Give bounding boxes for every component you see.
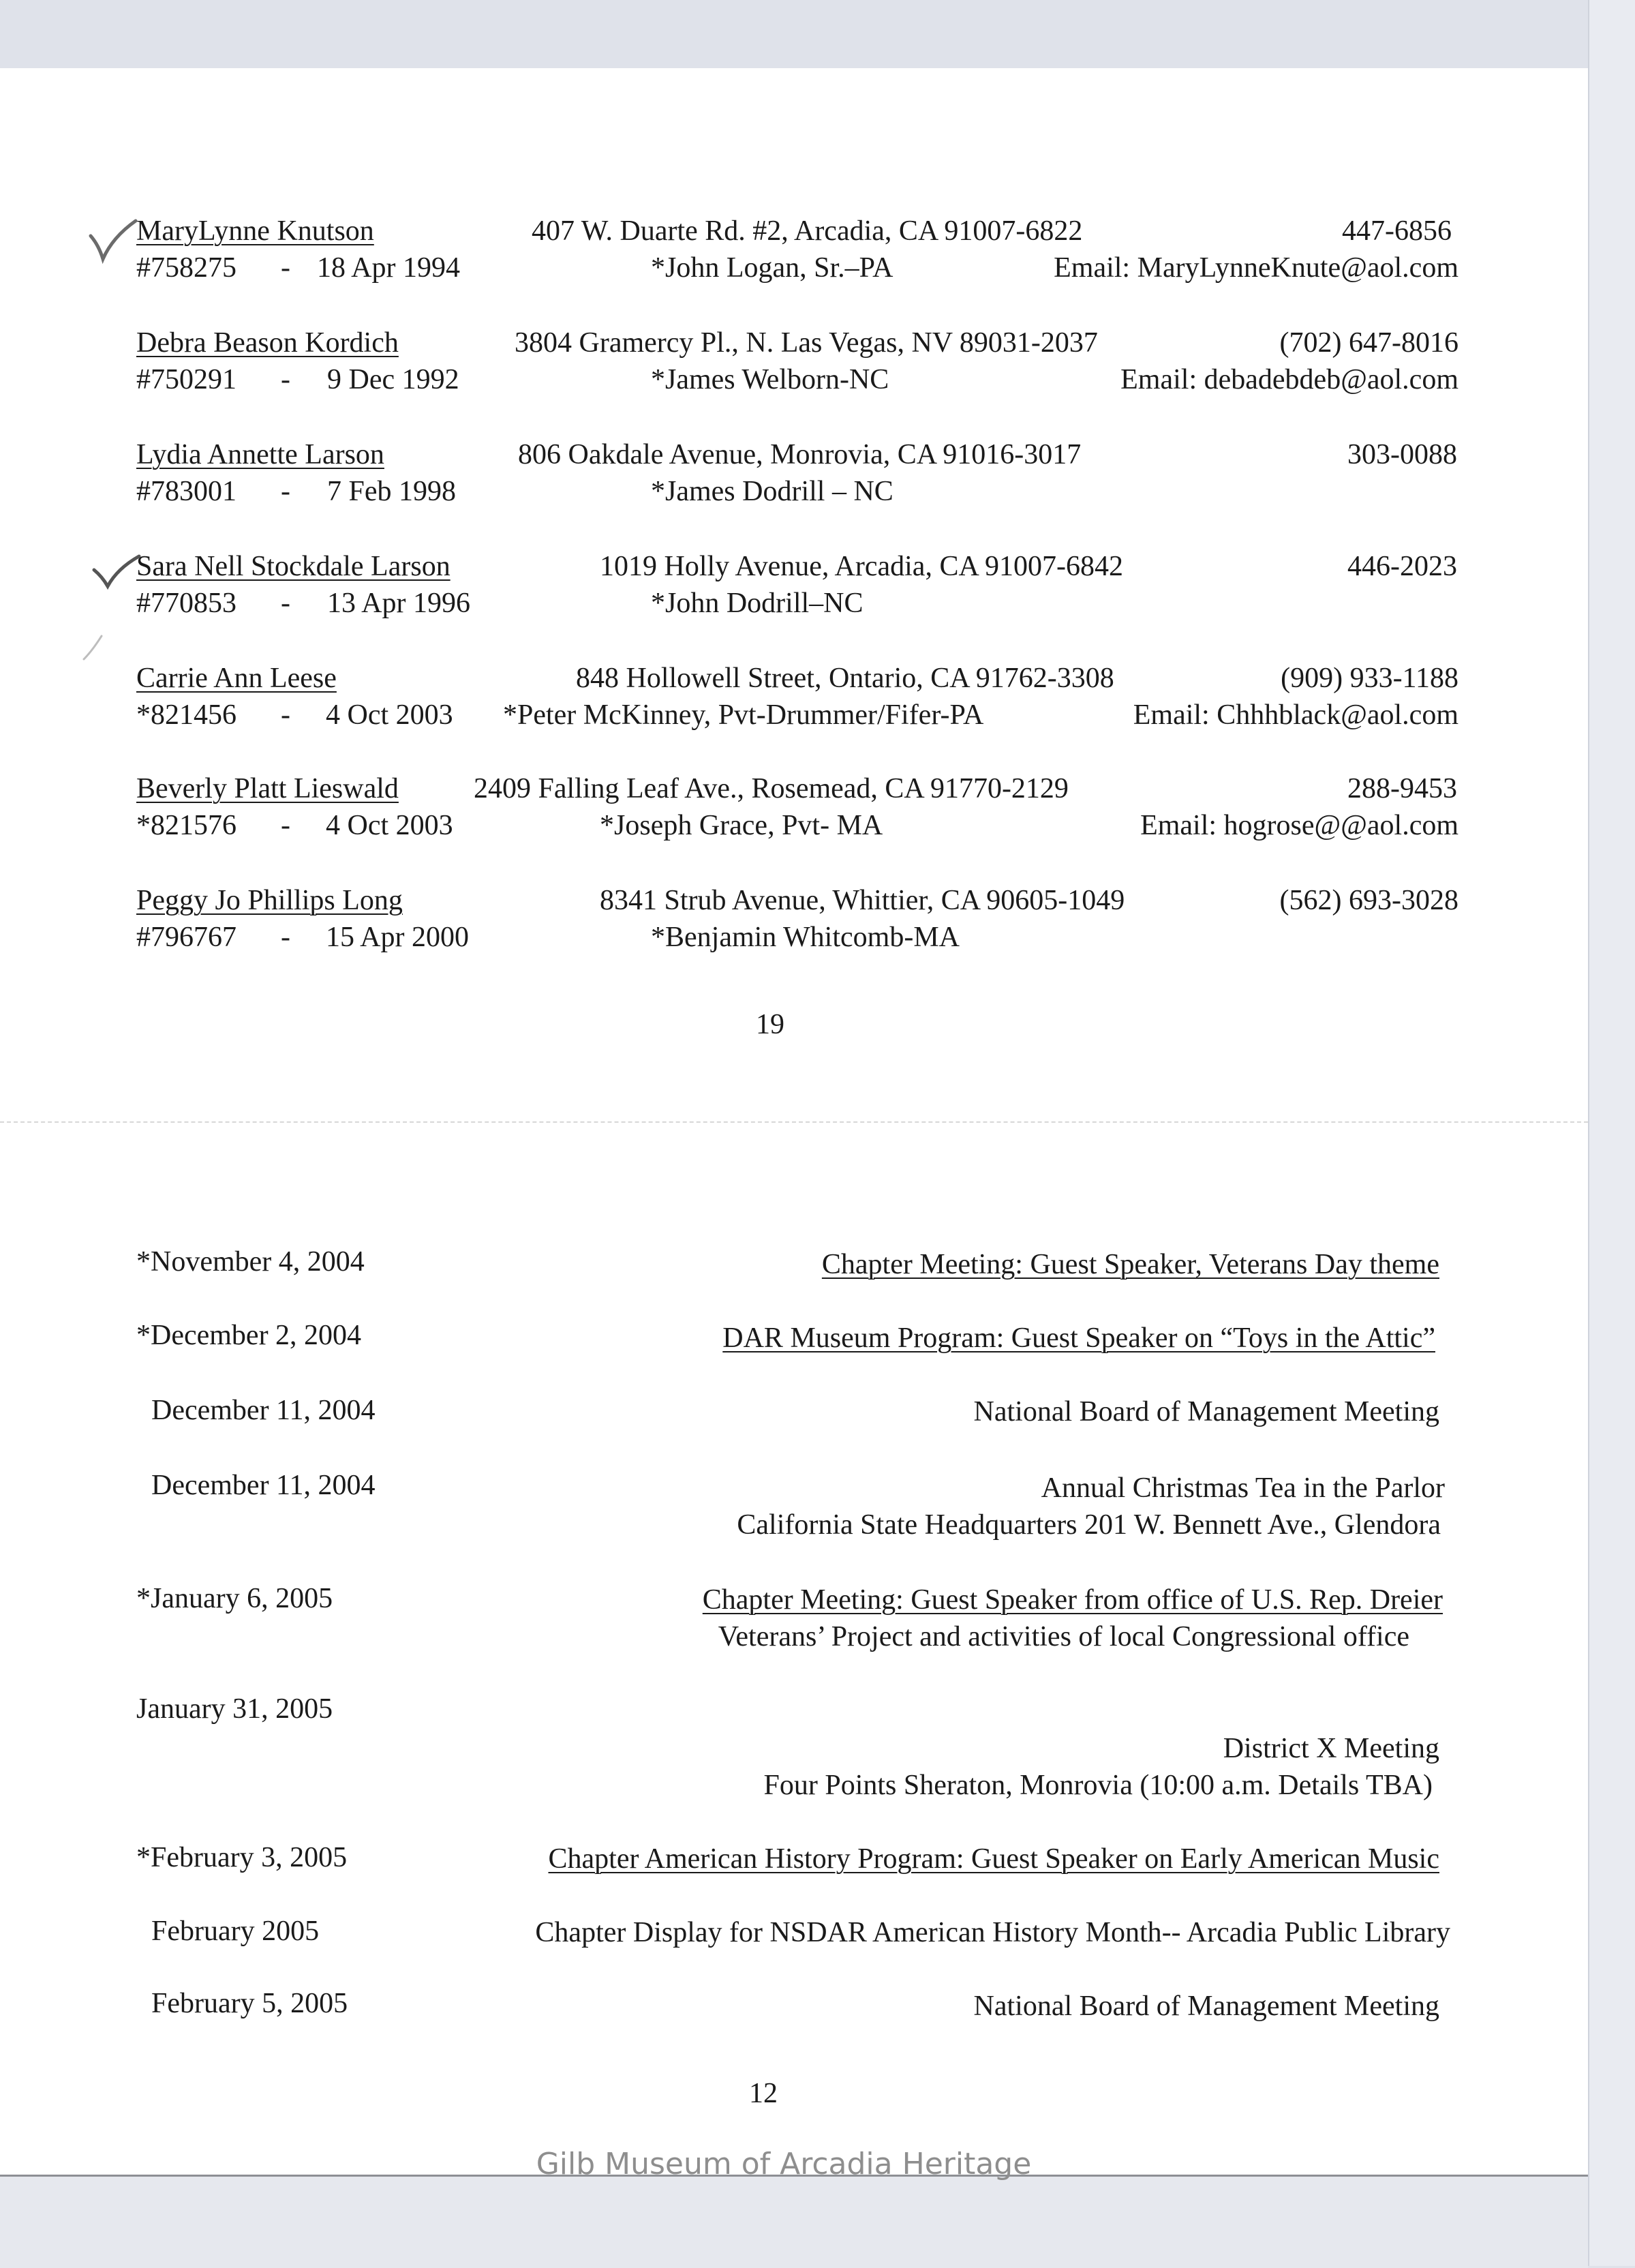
pencil-stroke-icon [78,631,112,665]
event-description: Chapter Display for NSDAR American History Month-- Arcadia Public Library [535,1917,1450,1948]
member-ancestor: *John Dodrill–NC [651,588,864,619]
member-date: 4 Oct 2003 [326,810,453,841]
member-date: 18 Apr 1994 [317,252,460,284]
member-name: MaryLynne Knutson [136,215,374,247]
event-description: Four Points Sheraton, Monrovia (10:00 a.m. Details TBA) [763,1770,1433,1801]
member-address: 3804 Gramercy Pl., N. Las Vegas, NV 89031-2037 [515,327,1098,359]
event-date: *December 2, 2004 [136,1320,362,1351]
event-description: Chapter American History Program: Guest Speaker on Early American Music [548,1843,1439,1875]
member-sep: - [281,810,290,841]
member-date: 13 Apr 1996 [327,588,470,619]
member-sep: - [281,588,290,619]
page-fold-line [0,1121,1588,1123]
member-phone: 446-2023 [1347,551,1457,582]
member-ancestor: *Peter McKinney, Pvt-Drummer/Fifer-PA [503,699,984,731]
member-address: 806 Oakdale Avenue, Monrovia, CA 91016-3017 [518,439,1082,470]
member-date: 4 Oct 2003 [326,699,453,731]
member-phone: 303-0088 [1347,439,1457,470]
member-id: *821456 [136,699,236,731]
checkmark-icon [90,551,144,592]
member-phone: (702) 647-8016 [1279,327,1458,359]
member-name: Sara Nell Stockdale Larson [136,551,450,582]
member-address: 1019 Holly Avenue, Arcadia, CA 91007-6842 [600,551,1123,582]
member-ancestor: *Benjamin Whitcomb-MA [651,922,960,953]
member-name: Carrie Ann Leese [136,663,337,694]
member-id: #770853 [136,588,236,619]
member-id: #758275 [136,252,236,284]
page-number: 19 [756,1009,784,1040]
watermark: Gilb Museum of Arcadia Heritage [536,2147,1032,2181]
event-date: *February 3, 2005 [136,1842,348,1873]
event-date: December 11, 2004 [151,1470,376,1501]
member-id: *821576 [136,810,236,841]
scan-edge-bottom [0,2175,1588,2268]
member-sep: - [281,476,290,507]
member-id: #750291 [136,364,236,395]
event-date: December 11, 2004 [151,1395,376,1426]
member-sep: - [281,364,290,395]
event-description: National Board of Management Meeting [973,1396,1439,1427]
event-date: *January 6, 2005 [136,1583,333,1614]
event-description: Chapter Meeting: Guest Speaker, Veterans Day theme [821,1249,1439,1280]
event-date: February 5, 2005 [151,1988,348,2019]
member-ancestor: *James Dodrill – NC [651,476,893,507]
member-ancestor: *John Logan, Sr.–PA [651,252,893,284]
member-ancestor: *Joseph Grace, Pvt- MA [600,810,883,841]
member-phone: 447-6856 [1342,215,1452,247]
member-phone: 288-9453 [1347,773,1457,804]
member-date: 9 Dec 1992 [327,364,459,395]
member-name: Lydia Annette Larson [136,439,384,470]
member-sep: - [281,922,290,953]
scan-edge-right [1588,0,1635,2266]
member-address: 2409 Falling Leaf Ave., Rosemead, CA 91770-2129 [474,773,1069,804]
member-ancestor: *James Welborn-NC [651,364,889,395]
event-description: National Board of Management Meeting [973,1991,1439,2022]
member-id: #783001 [136,476,236,507]
member-date: 15 Apr 2000 [326,922,469,953]
member-sep: - [281,699,290,731]
member-address: 8341 Strub Avenue, Whittier, CA 90605-1049 [600,885,1125,916]
member-phone: (562) 693-3028 [1279,885,1458,916]
event-description: Annual Christmas Tea in the Parlor [1041,1472,1445,1504]
event-date: *November 4, 2004 [136,1246,365,1277]
member-email: Email: debadebdeb@aol.com [1120,364,1458,395]
event-date: February 2005 [151,1916,320,1947]
member-date: 7 Feb 1998 [327,476,456,507]
event-description: California State Headquarters 201 W. Bennett Ave., Glendora [737,1509,1441,1541]
member-email: Email: hogrose@@aol.com [1140,810,1458,841]
event-date: January 31, 2005 [136,1693,333,1725]
member-address: 407 W. Duarte Rd. #2, Arcadia, CA 91007-6822 [532,215,1083,247]
member-email: Email: MaryLynneKnute@aol.com [1054,252,1458,284]
member-name: Beverly Platt Lieswald [136,773,399,804]
member-sep: - [281,252,290,284]
page-number: 12 [749,2078,778,2109]
event-description: Veterans’ Project and activities of local Congressional office [718,1621,1409,1652]
member-name: Peggy Jo Phillips Long [136,885,403,916]
event-description: DAR Museum Program: Guest Speaker on “Toys in the Attic” [722,1322,1435,1354]
event-description: District X Meeting [1223,1733,1439,1764]
event-description: Chapter Meeting: Guest Speaker from office of U.S. Rep. Dreier [702,1584,1443,1616]
member-address: 848 Hollowell Street, Ontario, CA 91762-3308 [576,663,1114,694]
checkmark-icon [85,217,140,264]
member-name: Debra Beason Kordich [136,327,399,359]
member-id: #796767 [136,922,236,953]
member-phone: (909) 933-1188 [1281,663,1458,694]
member-email: Email: Chhhblack@aol.com [1133,699,1458,731]
